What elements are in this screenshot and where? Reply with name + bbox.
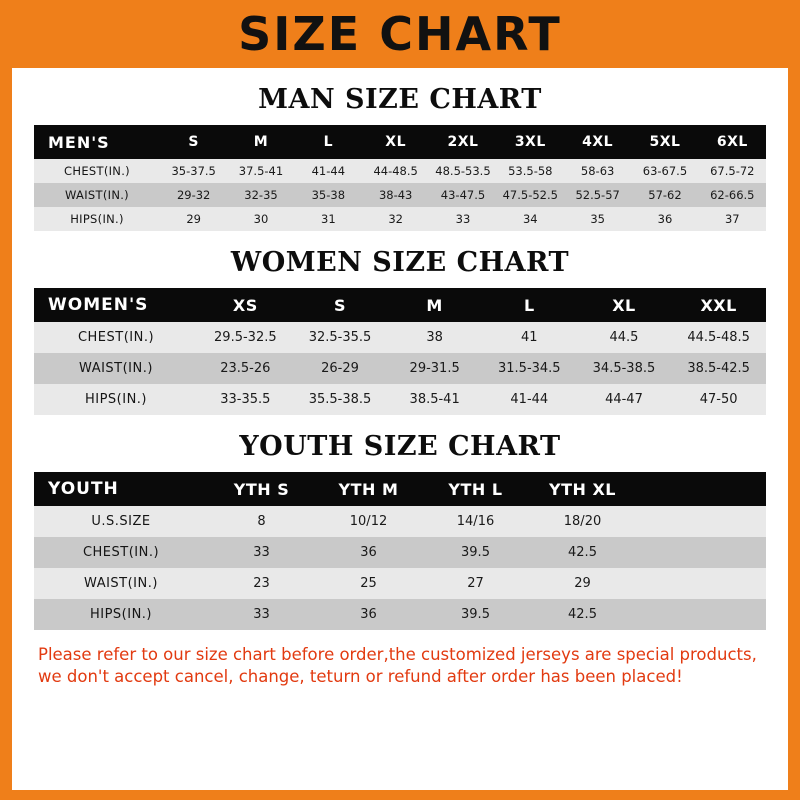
cell: 41 [482, 322, 577, 353]
row-label: HIPS(IN.) [34, 599, 208, 630]
cell: 38-43 [362, 183, 429, 207]
table-row [34, 568, 766, 599]
women-size-table [34, 288, 766, 415]
cell-empty [636, 568, 766, 599]
cell: 58-63 [564, 159, 631, 183]
cell: 34.5-38.5 [577, 353, 672, 384]
policy-note-line-2: we don't accept cancel, change, teturn or refund after order has been placed! [38, 667, 683, 687]
cell: 33 [429, 207, 496, 231]
table-header-row [34, 288, 766, 322]
men-section-title: MAN SIZE CHART [258, 84, 542, 115]
cell: 33 [208, 537, 315, 568]
row-label: HIPS(IN.) [34, 207, 160, 231]
men-size-table [34, 125, 766, 231]
youth-header-yth-s: YTH S [208, 472, 315, 506]
cell: 38 [387, 322, 482, 353]
cell: 10/12 [315, 506, 422, 537]
cell: 29.5-32.5 [198, 322, 293, 353]
cell: 37.5-41 [227, 159, 294, 183]
youth-header-yth-xl: YTH XL [529, 472, 636, 506]
cell: 38.5-41 [387, 384, 482, 415]
cell: 35 [564, 207, 631, 231]
cell: 14/16 [422, 506, 529, 537]
row-label: CHEST(IN.) [34, 537, 208, 568]
cell: 29-32 [160, 183, 227, 207]
women-header-l: L [482, 288, 577, 322]
cell: 44.5-48.5 [671, 322, 766, 353]
spacer [34, 115, 766, 125]
row-label: WAIST(IN.) [34, 353, 198, 384]
cell: 41-44 [482, 384, 577, 415]
cell: 33 [208, 599, 315, 630]
cell: 47.5-52.5 [497, 183, 564, 207]
cell: 39.5 [422, 537, 529, 568]
youth-header-yth-m: YTH M [315, 472, 422, 506]
women-section-title: WOMEN SIZE CHART [230, 247, 570, 278]
cell-empty [636, 537, 766, 568]
women-header-xl: XL [577, 288, 672, 322]
youth-header-label: YOUTH [34, 472, 208, 506]
policy-note-line-1: Please refer to our size chart before order,the customized jerseys are special products, [38, 645, 757, 664]
men-header-m: M [227, 125, 294, 159]
table-header-row [34, 125, 766, 159]
cell: 29 [160, 207, 227, 231]
men-header-4xl: 4XL [564, 125, 631, 159]
table-row [34, 322, 766, 353]
policy-note [12, 630, 788, 689]
cell: 18/20 [529, 506, 636, 537]
youth-size-table [34, 472, 766, 630]
men-header-l: L [295, 125, 362, 159]
cell: 39.5 [422, 599, 529, 630]
women-header-label: WOMEN'S [34, 288, 198, 322]
cell: 44-47 [577, 384, 672, 415]
spacer [12, 68, 788, 84]
page-title: SIZE CHART [238, 7, 562, 61]
women-header-xs: XS [198, 288, 293, 322]
cell: 27 [422, 568, 529, 599]
cell: 63-67.5 [631, 159, 698, 183]
cell: 35-37.5 [160, 159, 227, 183]
youth-header-yth-l: YTH L [422, 472, 529, 506]
cell-empty [636, 599, 766, 630]
spacer [12, 231, 788, 247]
cell: 36 [631, 207, 698, 231]
cell: 57-62 [631, 183, 698, 207]
cell: 47-50 [671, 384, 766, 415]
cell: 23 [208, 568, 315, 599]
cell: 67.5-72 [699, 159, 766, 183]
spacer [12, 415, 788, 431]
cell: 31.5-34.5 [482, 353, 577, 384]
cell: 23.5-26 [198, 353, 293, 384]
row-label: WAIST(IN.) [34, 183, 160, 207]
cell: 8 [208, 506, 315, 537]
cell: 36 [315, 599, 422, 630]
cell: 37 [699, 207, 766, 231]
cell: 35.5-38.5 [293, 384, 388, 415]
row-label: U.S.SIZE [34, 506, 208, 537]
cell: 38.5-42.5 [671, 353, 766, 384]
youth-section [12, 431, 788, 630]
table-header-row [34, 472, 766, 506]
cell: 32.5-35.5 [293, 322, 388, 353]
table-row [34, 599, 766, 630]
row-label: HIPS(IN.) [34, 384, 198, 415]
cell: 31 [295, 207, 362, 231]
cell: 42.5 [529, 599, 636, 630]
cell: 34 [497, 207, 564, 231]
cell: 25 [315, 568, 422, 599]
men-header-2xl: 2XL [429, 125, 496, 159]
table-row [34, 207, 766, 231]
men-header-s: S [160, 125, 227, 159]
men-header-5xl: 5XL [631, 125, 698, 159]
row-label: WAIST(IN.) [34, 568, 208, 599]
cell: 29 [529, 568, 636, 599]
cell: 26-29 [293, 353, 388, 384]
cell: 44.5 [577, 322, 672, 353]
cell: 36 [315, 537, 422, 568]
cell: 62-66.5 [699, 183, 766, 207]
cell: 41-44 [295, 159, 362, 183]
men-header-label: MEN'S [34, 125, 160, 159]
table-row [34, 537, 766, 568]
women-header-xxl: XXL [671, 288, 766, 322]
cell: 32-35 [227, 183, 294, 207]
cell: 44-48.5 [362, 159, 429, 183]
cell: 29-31.5 [387, 353, 482, 384]
cell: 43-47.5 [429, 183, 496, 207]
table-row [34, 159, 766, 183]
row-label: CHEST(IN.) [34, 322, 198, 353]
men-header-xl: XL [362, 125, 429, 159]
men-section [12, 84, 788, 231]
table-row [34, 384, 766, 415]
women-section [12, 247, 788, 415]
table-row [34, 506, 766, 537]
cell: 32 [362, 207, 429, 231]
footer-strip [0, 790, 800, 800]
men-header-6xl: 6XL [699, 125, 766, 159]
banner [0, 0, 800, 68]
table-row [34, 353, 766, 384]
cell: 53.5-58 [497, 159, 564, 183]
cell-empty [636, 506, 766, 537]
cell: 52.5-57 [564, 183, 631, 207]
men-header-3xl: 3XL [497, 125, 564, 159]
cell: 35-38 [295, 183, 362, 207]
women-header-s: S [293, 288, 388, 322]
youth-header-empty [636, 472, 766, 506]
cell: 42.5 [529, 537, 636, 568]
women-header-m: M [387, 288, 482, 322]
row-label: CHEST(IN.) [34, 159, 160, 183]
spacer [34, 462, 766, 472]
cell: 48.5-53.5 [429, 159, 496, 183]
spacer [34, 278, 766, 288]
youth-section-title: YOUTH SIZE CHART [239, 431, 561, 462]
cell: 30 [227, 207, 294, 231]
table-row [34, 183, 766, 207]
cell: 33-35.5 [198, 384, 293, 415]
